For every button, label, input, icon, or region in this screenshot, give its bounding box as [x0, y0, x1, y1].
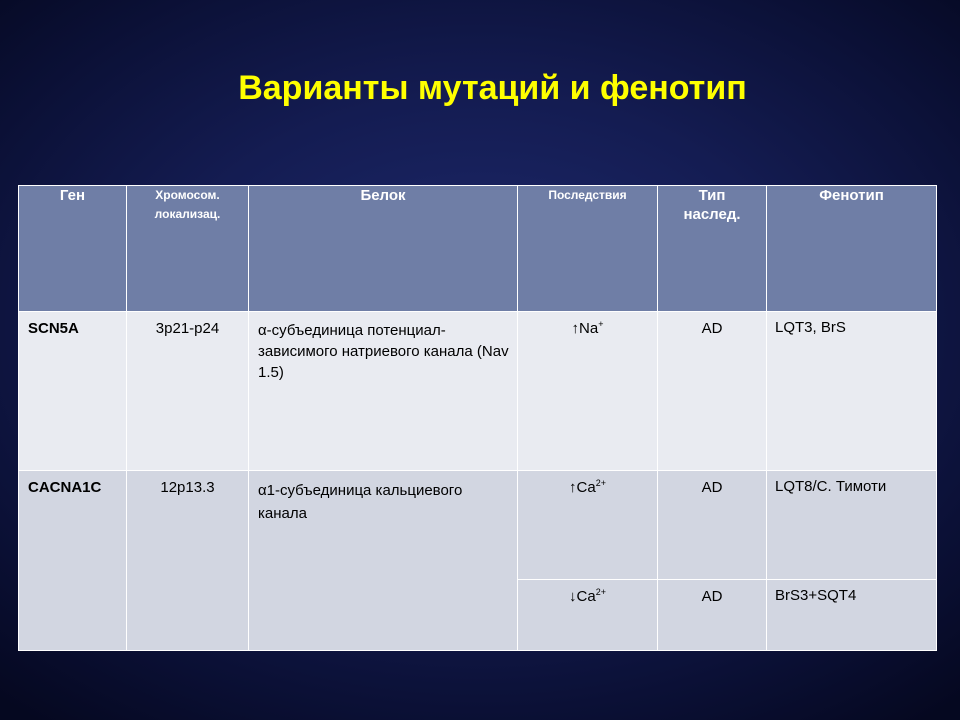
- header-inheritance-line1: Тип: [698, 187, 726, 204]
- header-chromosome: [127, 186, 249, 312]
- header-chromosome-line1: Хромосом.: [155, 188, 220, 202]
- consequence-cell: [518, 471, 658, 580]
- gene-cell: SCN5A: [19, 312, 127, 471]
- consequence-text: ↑Ca: [569, 479, 596, 496]
- inheritance-cell: AD: [658, 471, 767, 580]
- phenotype-cell: BrS3+SQT4: [767, 580, 937, 651]
- protein-cell: α-субъединица потенциал-зависимого натриевого канала (Nav 1.5): [249, 312, 518, 471]
- header-inheritance-line2: наслед.: [683, 206, 741, 223]
- consequence-text: ↑Na: [571, 320, 599, 337]
- table-header-row: [19, 186, 937, 312]
- chromosome-cell: 12p13.3: [127, 471, 249, 651]
- table-row: [19, 312, 937, 471]
- table-row: [19, 471, 937, 580]
- gene-cell: CACNA1C: [19, 471, 127, 651]
- phenotype-cell: LQT3, BrS: [767, 312, 937, 471]
- protein-cell: α1-субъединица кальциевого канала: [249, 471, 518, 651]
- slide-title: Варианты мутаций и фенотип: [238, 69, 747, 107]
- phenotype-cell: LQT8/С. Тимоти: [767, 471, 937, 580]
- consequence-sup: 2+: [595, 478, 606, 488]
- consequence-cell: [518, 312, 658, 471]
- mutation-table: [18, 185, 937, 651]
- header-chromosome-line2: локализац.: [154, 207, 221, 221]
- consequence-sup: +: [598, 319, 604, 329]
- consequence-sup: 2+: [595, 587, 606, 597]
- inheritance-cell: AD: [658, 580, 767, 651]
- header-inheritance: [658, 186, 767, 312]
- header-gene: Ген: [19, 186, 127, 312]
- chromosome-cell: 3p21-p24: [127, 312, 249, 471]
- inheritance-cell: AD: [658, 312, 767, 471]
- consequence-text: ↓Ca: [569, 588, 596, 605]
- header-phenotype: Фенотип: [767, 186, 937, 312]
- header-protein: Белок: [249, 186, 518, 312]
- header-consequence: Последствия: [518, 186, 658, 312]
- consequence-cell: [518, 580, 658, 651]
